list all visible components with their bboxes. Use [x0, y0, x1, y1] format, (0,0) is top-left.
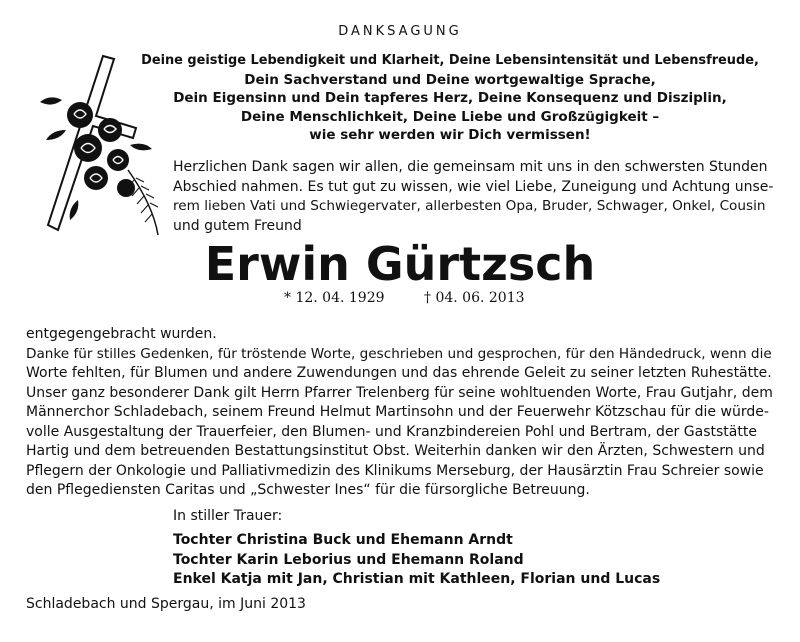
deceased-name: Erwin Gürtzsch	[204, 237, 596, 291]
intro-line: Herzlichen Dank sagen wir allen, die gemeinsam mit uns in den schwersten Stunden	[173, 159, 768, 175]
intro-line: Abschied nahmen. Es tut gut zu wissen, wie viel Liebe, Zuneigung und Achtung unse-	[173, 178, 774, 195]
motto-line: Dein Eigensinn und Dein tapferes Herz, Deine Konsequenz und Disziplin,	[173, 90, 727, 107]
motto-verse	[140, 52, 760, 145]
mourner-line: Tochter Christina Buck und Ehemann Arndt	[173, 532, 513, 548]
intro-line: rem lieben Vati und Schwiegervater, allerbesten Opa, Bruder, Schwager, Onkel, Cousin	[173, 198, 766, 214]
mourning-label: In stiller Trauer:	[173, 508, 283, 524]
life-dates	[0, 290, 800, 310]
place-date: Schladebach und Spergau, im Juni 2013	[26, 596, 306, 612]
body-line: den Pflegediensten Caritas und „Schwester Ines“ für die fürsorgliche Betreuung.	[26, 482, 590, 498]
mourner-line: Tochter Karin Leborius und Ehemann Roland	[173, 551, 524, 568]
motto-line: Dein Sachverstand und Deine wortgewaltige Sprache,	[244, 71, 656, 88]
motto-line: Deine geistige Lebendigkeit und Klarheit, Deine Lebensintensität und Lebensfreude,	[141, 53, 759, 68]
motto-line: wie sehr werden wir Dich vermissen!	[309, 127, 591, 144]
body-line: Hartig und dem betreuenden Bestattungsinstitut Obst. Weiterhin danken wir den Ärzten, Schwestern und	[26, 443, 765, 459]
motto-line: Deine Menschlichkeit, Deine Liebe und Großzügigkeit –	[240, 108, 660, 125]
intro-paragraph	[173, 158, 773, 236]
body-line: Danke für stilles Gedenken, für tröstende Worte, geschrieben und gesprochen, für den Händedruck, wenn die	[26, 345, 772, 362]
body-line: entgegengebracht wurden.	[26, 326, 217, 342]
birth-date: * 12. 04. 1929	[284, 290, 385, 306]
mourner-line: Enkel Katja mit Jan, Christian mit Kathleen, Florian und Lucas	[173, 571, 661, 587]
body-line: Männerchor Schladebach, seinem Freund Helmut Martinsohn und der Feuerwehr Kötzschau für die würde-	[26, 404, 769, 420]
body-line: Unser ganz besonderer Dank gilt Herrn Pfarrer Trelenberg für seine wohltuenden Worte, Frau Gutjahr, dem	[26, 384, 773, 401]
mourners-list	[173, 531, 660, 590]
death-date: † 04. 06. 2013	[424, 290, 525, 306]
body-line: volle Ausgestaltung der Trauerfeier, den Blumen- und Kranzbindereien Pohl und Bertram, der Gaststätte	[26, 423, 757, 440]
body-line: Pflegern der Onkologie und Palliativmedizin des Klinikums Merseburg, der Hausärztin Frau Schreier sowie	[26, 462, 764, 479]
intro-line: und gutem Freund	[173, 217, 302, 234]
thanks-paragraph	[26, 325, 776, 501]
body-line: Worte fehlten, für Blumen und andere Zuwendungen und das ehrende Geleit zu seiner letzten Ruhestätte.	[26, 365, 772, 381]
notice-heading: DANKSAGUNG	[338, 24, 462, 39]
